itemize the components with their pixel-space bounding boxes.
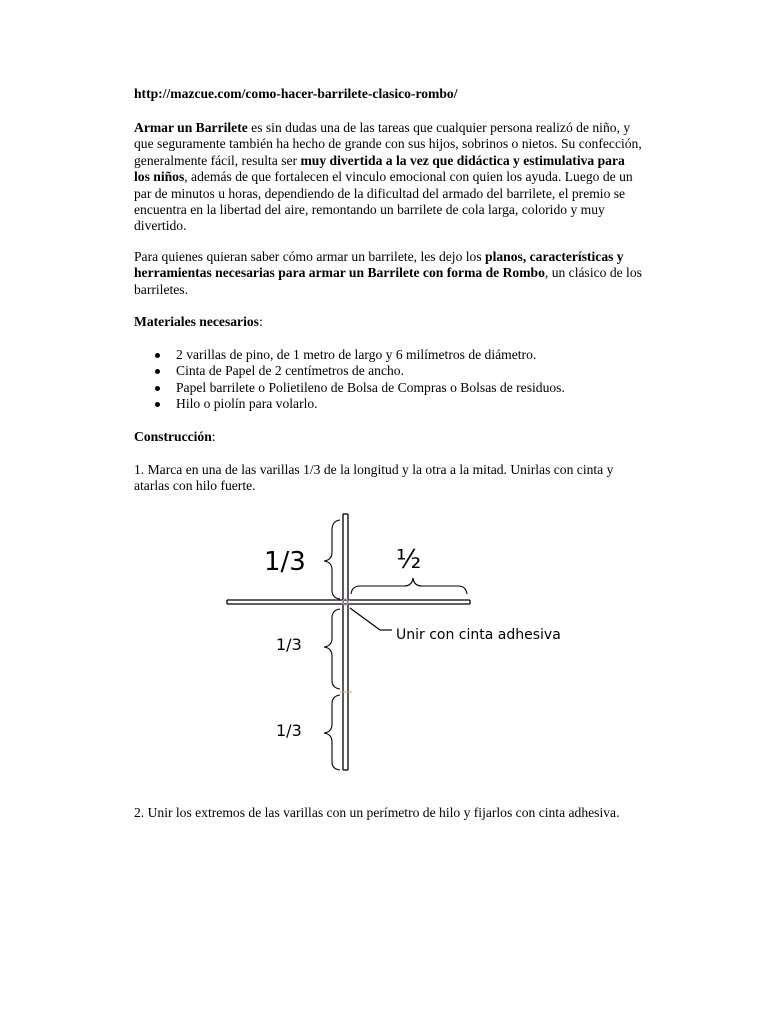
label-tape: Unir con cinta adhesiva xyxy=(396,627,561,643)
kite-frame-diagram xyxy=(224,512,564,774)
tape-pointer-line xyxy=(350,608,380,630)
label-half: ½ xyxy=(396,545,422,575)
plans-text-1: Para quienes quieran saber cómo armar un barrilete, les dejo los xyxy=(134,249,486,264)
construction-step-1: 1. Marca en una de las varillas 1/3 de la longitud y la otra a la mitad. Unirlas con cinta y atarlas con hilo fuerte. xyxy=(134,462,614,494)
list-item: Papel barrilete o Polietileno de Bolsa de Compras o Bolsas de residuos. xyxy=(152,380,632,396)
brace-mid-third xyxy=(324,609,340,689)
label-bottom-third: 1/3 xyxy=(276,721,302,740)
plans-text-2: , un clásico de los barriletes. xyxy=(134,265,642,297)
plans-bold: planos, características y herramientas necesarias para armar un Barrilete con forma de Rombo xyxy=(134,249,624,281)
materials-heading: Materiales necesarios: xyxy=(134,314,263,329)
label-mid-third: 1/3 xyxy=(276,635,302,654)
intro-text-2: , además de que fortalecen el vinculo emocional con quien los ayuda. Luego de un par de minutos u horas, dependiendo de la dificultad del armado del barrilete, el premio se encuentra en la libertad del aire, remontando un barrilete de cola larga, colorido y muy divertido. xyxy=(134,169,633,234)
construction-step-2: 2. Unir los extremos de las varillas con un perímetro de hilo y fijarlos con cinta adhesiva. xyxy=(134,805,620,820)
label-top-third: 1/3 xyxy=(264,547,306,577)
intro-paragraph xyxy=(134,120,644,235)
intro-bold-mid: muy divertida a la vez que didáctica y estimulativa para los niños xyxy=(134,152,625,185)
kite-frame-svg xyxy=(224,512,564,774)
list-item: 2 varillas de pino, de 1 metro de largo y 6 milímetros de diámetro. xyxy=(152,347,632,363)
intro-text-1: es sin dudas una de las tareas que cualquier persona realizó de niño, y que seguramente también ha hecho de grande con sus hijos, sobrinos o nietos. Su confección, generalmente fácil, resulta ser xyxy=(134,120,642,168)
vertical-stick xyxy=(343,514,348,770)
construction-heading: Construcción: xyxy=(134,429,216,444)
source-url[interactable]: http://mazcue.com/como-hacer-barrilete-clasico-rombo/ xyxy=(134,86,458,101)
intro-bold-lead: Armar un Barrilete xyxy=(134,120,248,135)
brace-bottom-third xyxy=(324,695,340,770)
brace-top-third xyxy=(324,520,340,599)
list-item: Hilo o piolín para volarlo. xyxy=(152,396,632,412)
plans-paragraph xyxy=(134,249,644,298)
brace-half xyxy=(351,578,467,594)
materials-list xyxy=(152,347,632,413)
list-item: Cinta de Papel de 2 centímetros de ancho. xyxy=(152,363,632,379)
